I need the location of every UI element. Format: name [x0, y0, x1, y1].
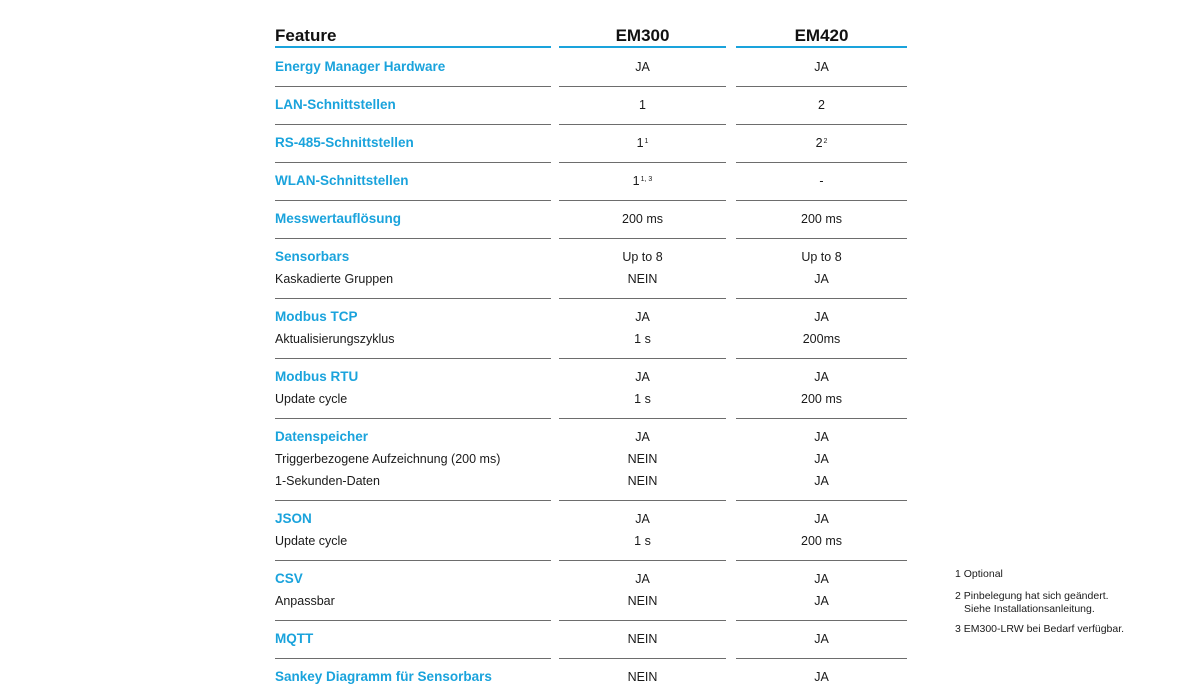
em420-cell	[736, 366, 907, 388]
footnotes	[955, 568, 1124, 643]
feature-cell-text: 1-Sekunden-Daten	[275, 474, 380, 488]
feature-cell	[275, 388, 347, 410]
em300-cell	[559, 246, 726, 268]
table-row	[275, 132, 907, 154]
em420-cell	[736, 590, 907, 612]
em420-cell	[736, 328, 907, 350]
em300-cell	[559, 628, 726, 650]
table-row	[275, 56, 907, 78]
em300-cell	[559, 590, 726, 612]
em300-cell-text: 200 ms	[622, 212, 663, 226]
table-row	[275, 388, 907, 410]
feature-cell	[275, 568, 303, 590]
feature-cell-text: JSON	[275, 511, 312, 526]
comparison-table	[275, 26, 907, 688]
em420-cell-text: JA	[814, 670, 829, 684]
table-row	[275, 306, 907, 328]
em300-cell	[559, 530, 726, 552]
feature-cell	[275, 508, 312, 530]
feature-cell-text: Sensorbars	[275, 249, 350, 264]
em420-cell	[736, 306, 907, 328]
feature-cell-text: MQTT	[275, 631, 314, 646]
em300-cell	[559, 508, 726, 530]
header-feature: Feature	[275, 26, 337, 45]
em300-cell	[559, 94, 726, 116]
feature-cell	[275, 328, 395, 350]
feature-cell-text: Sankey Diagramm für Sensorbars	[275, 669, 492, 684]
footnote-line: 3 EM300-LRW bei Bedarf verfügbar.	[955, 623, 1125, 635]
em300-cell	[559, 388, 726, 410]
feature-cell	[275, 426, 368, 448]
feature-cell	[275, 590, 335, 612]
footnote	[955, 590, 1124, 616]
table-header	[275, 26, 907, 49]
header-em300: EM300	[615, 26, 670, 45]
table-row	[275, 568, 907, 590]
em300-cell	[559, 328, 726, 350]
feature-cell-text: Messwertauflösung	[275, 211, 402, 226]
table-row	[275, 94, 907, 116]
feature-cell-text: Aktualisierungszyklus	[275, 332, 395, 346]
table-group	[275, 501, 907, 561]
em300-cell-text: JA	[635, 310, 650, 324]
em420-cell-text: 2	[818, 98, 825, 112]
em420-cell	[736, 628, 907, 650]
feature-cell-text: CSV	[275, 571, 303, 586]
footnote-line: 2 Pinbelegung hat sich geändert.	[955, 590, 1109, 602]
table-row	[275, 426, 907, 448]
em300-cell-text: 1 s	[634, 392, 651, 406]
em420-cell	[736, 132, 907, 154]
feature-cell-text: Datenspeicher	[275, 429, 369, 444]
em420-cell-text: JA	[814, 594, 829, 608]
feature-cell	[275, 628, 313, 650]
em420-cell	[736, 56, 907, 78]
feature-cell	[275, 470, 380, 492]
em420-cell	[736, 208, 907, 230]
em300-cell	[559, 306, 726, 328]
table-group	[275, 659, 907, 688]
footnote-line: 1 Optional	[955, 568, 1003, 580]
table-group	[275, 359, 907, 419]
header-underline	[736, 46, 907, 48]
em300-cell-text: NEIN	[627, 452, 658, 466]
feature-cell-text: Anpassbar	[275, 594, 335, 608]
em420-cell	[736, 426, 907, 448]
em420-cell-text: JA	[814, 572, 829, 586]
em300-cell-text: JA	[635, 572, 650, 586]
em300-cell-text: 1	[632, 174, 640, 188]
em300-cell-text: NEIN	[627, 474, 658, 488]
table-row	[275, 508, 907, 530]
em300-cell	[559, 208, 726, 230]
feature-cell	[275, 306, 358, 328]
feature-cell	[275, 530, 347, 552]
em300-cell-text: JA	[635, 60, 650, 74]
em420-cell-text: Up to 8	[801, 250, 842, 264]
em300-cell-text: NEIN	[627, 272, 658, 286]
em420-cell-text: JA	[814, 430, 829, 444]
em420-cell-text: JA	[814, 474, 829, 488]
feature-cell-text: WLAN-Schnittstellen	[275, 173, 409, 188]
feature-cell	[275, 56, 445, 78]
feature-cell-text: LAN-Schnittstellen	[275, 97, 396, 112]
em300-cell-text: 1	[636, 136, 644, 150]
em420-cell-text: 200 ms	[801, 392, 842, 406]
em300-cell-text: NEIN	[627, 594, 658, 608]
em300-cell-text: 1 s	[634, 534, 651, 548]
em300-cell-text: JA	[635, 430, 650, 444]
em300-cell	[559, 426, 726, 448]
table-row	[275, 530, 907, 552]
em300-cell	[559, 132, 726, 154]
em420-cell-text: JA	[814, 310, 829, 324]
em420-cell-text: JA	[814, 632, 829, 646]
footnote-line: Siehe Installationsanleitung.	[964, 603, 1095, 615]
footnote	[955, 568, 1124, 581]
feature-cell-text: Energy Manager Hardware	[275, 59, 446, 74]
table-body	[275, 49, 907, 688]
em420-cell-text: 2	[815, 136, 823, 150]
feature-cell	[275, 170, 409, 192]
feature-cell-text: Triggerbezogene Aufzeichnung (200 ms)	[275, 452, 501, 466]
feature-cell	[275, 94, 396, 116]
em300-cell	[559, 568, 726, 590]
em420-cell-text: JA	[814, 272, 829, 286]
feature-cell	[275, 366, 358, 388]
feature-cell	[275, 448, 500, 470]
em420-cell-text: JA	[814, 60, 829, 74]
em420-cell	[736, 530, 907, 552]
footnote-ref: 2	[823, 138, 828, 145]
table-row	[275, 470, 907, 492]
em300-cell	[559, 366, 726, 388]
em300-cell-text: 1	[639, 98, 646, 112]
table-row	[275, 170, 907, 192]
em300-cell-text: NEIN	[627, 670, 658, 684]
table-group	[275, 163, 907, 201]
header-underline	[559, 46, 726, 48]
em420-cell-text: JA	[814, 452, 829, 466]
em420-cell	[736, 568, 907, 590]
em300-cell	[559, 56, 726, 78]
table-row	[275, 328, 907, 350]
table-group	[275, 621, 907, 659]
table-group	[275, 299, 907, 359]
em420-cell	[736, 170, 907, 192]
em420-cell	[736, 94, 907, 116]
footnote-ref: 1, 3	[640, 176, 653, 183]
em300-cell	[559, 470, 726, 492]
em420-cell-text: JA	[814, 370, 829, 384]
em420-cell	[736, 388, 907, 410]
table-row	[275, 590, 907, 612]
em420-cell-text: 200 ms	[801, 212, 842, 226]
table-group	[275, 239, 907, 299]
table-group	[275, 561, 907, 621]
feature-cell	[275, 666, 492, 688]
em300-cell-text: Up to 8	[622, 250, 663, 264]
table-group	[275, 49, 907, 87]
em300-cell	[559, 666, 726, 688]
em300-cell	[559, 170, 726, 192]
header-em420: EM420	[794, 26, 849, 45]
feature-cell-text: Modbus RTU	[275, 369, 359, 384]
feature-cell-text: Update cycle	[275, 392, 348, 406]
header-underline	[275, 46, 551, 48]
feature-cell-text: RS-485-Schnittstellen	[275, 135, 414, 150]
em300-cell-text: NEIN	[627, 632, 658, 646]
table-row	[275, 366, 907, 388]
em300-cell	[559, 268, 726, 290]
em300-cell-text: 1 s	[634, 332, 651, 346]
table-group	[275, 125, 907, 163]
feature-cell-text: Update cycle	[275, 534, 348, 548]
em300-cell-text: JA	[635, 512, 650, 526]
em420-cell-text: -	[819, 174, 824, 188]
em420-cell-text: 200ms	[802, 332, 841, 346]
table-row	[275, 246, 907, 268]
feature-cell	[275, 208, 401, 230]
em420-cell-text: JA	[814, 512, 829, 526]
feature-cell	[275, 268, 393, 290]
feature-cell	[275, 246, 349, 268]
em420-cell	[736, 448, 907, 470]
table-row	[275, 208, 907, 230]
feature-cell-text: Kaskadierte Gruppen	[275, 272, 394, 286]
footnote	[955, 623, 1124, 636]
em300-cell	[559, 448, 726, 470]
em420-cell	[736, 666, 907, 688]
table-row	[275, 666, 907, 688]
table-row	[275, 628, 907, 650]
table-group	[275, 87, 907, 125]
feature-cell	[275, 132, 414, 154]
em420-cell	[736, 268, 907, 290]
em420-cell	[736, 470, 907, 492]
em420-cell	[736, 246, 907, 268]
table-group	[275, 201, 907, 239]
table-group	[275, 419, 907, 501]
em420-cell	[736, 508, 907, 530]
em300-cell-text: JA	[635, 370, 650, 384]
em420-cell-text: 200 ms	[801, 534, 842, 548]
table-row	[275, 448, 907, 470]
footnote-ref: 1	[644, 138, 649, 145]
table-row	[275, 268, 907, 290]
feature-cell-text: Modbus TCP	[275, 309, 358, 324]
